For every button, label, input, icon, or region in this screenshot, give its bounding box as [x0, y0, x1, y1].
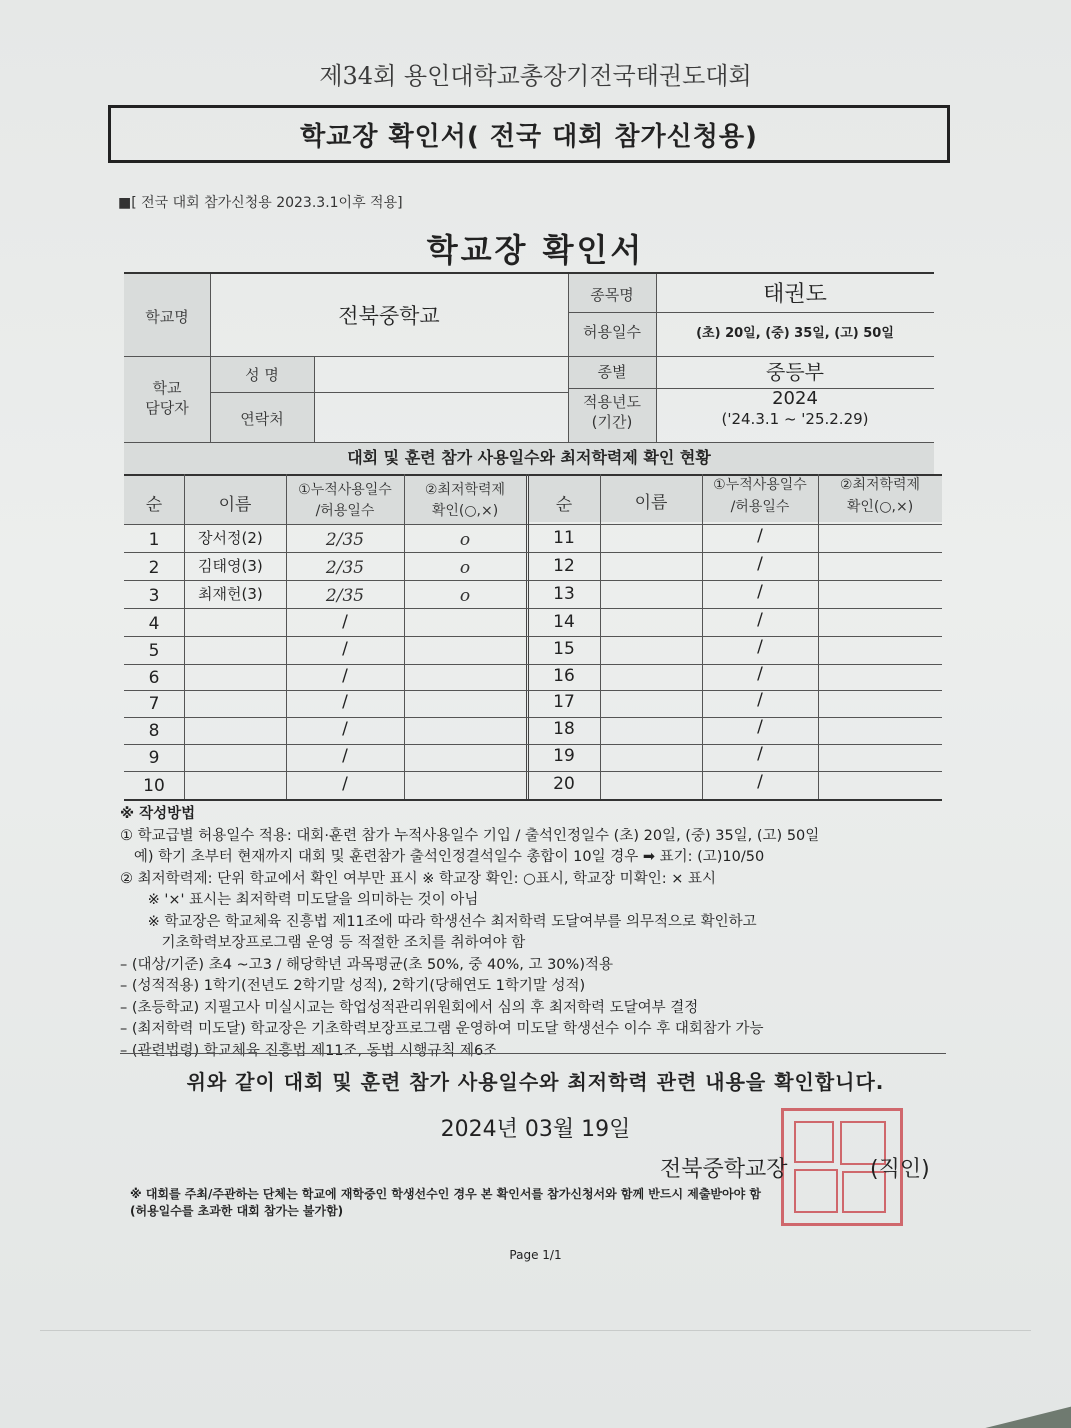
row-name: 최재헌(3)	[198, 585, 263, 603]
row-days: /	[757, 664, 763, 684]
issue-date: 2024년 03월 19일	[440, 1117, 631, 1142]
col-check-header-right: ②최저학력제 확인(○,×)	[839, 477, 921, 515]
status-title: 대회 및 훈련 참가 사용일수와 최저학력제 확인 현황	[347, 448, 711, 467]
row-no: 13	[553, 584, 575, 604]
row-no: 18	[553, 719, 575, 739]
category-label: 종별	[597, 363, 627, 381]
school-value: 전북중학교	[338, 304, 440, 328]
row-days: /	[342, 774, 348, 794]
row-no: 16	[553, 666, 575, 686]
name-label: 성 명	[245, 366, 279, 384]
allowed-days-value: (초) 20일, (중) 35일, (고) 50일	[696, 326, 894, 341]
row-days: /	[757, 610, 763, 630]
row-no: 6	[148, 668, 160, 688]
year-value: 2024	[772, 388, 818, 409]
row-no: 19	[553, 746, 575, 766]
row-days: /	[757, 554, 763, 574]
col-days-header-right: ①누적사용일수 /허용일수	[713, 477, 807, 515]
row-no: 10	[143, 776, 165, 796]
title-box	[108, 105, 950, 163]
col-days-header: ①누적사용일수 /허용일수	[298, 482, 392, 519]
writing-notes	[120, 804, 940, 1062]
row-days: /	[757, 582, 763, 602]
row-no: 7	[148, 694, 160, 714]
contact-label: 연락처	[240, 410, 284, 428]
row-days: /	[342, 666, 348, 686]
note-line: – (관련법령) 학교체육 진흥법 제11조, 동법 시행규칙 제6조	[120, 1042, 498, 1059]
row-days: /	[342, 692, 348, 712]
row-no: 5	[148, 641, 160, 661]
row-no: 2	[148, 558, 160, 578]
year-label: 적용년도 (기간)	[583, 393, 641, 431]
row-days: /	[757, 526, 763, 546]
row-days: /	[757, 690, 763, 710]
col-check-header: ②최저학력제 확인(○,×)	[424, 482, 506, 519]
row-days: /	[757, 744, 763, 764]
allowed-days-label: 허용일수	[583, 323, 641, 341]
row-check: o	[459, 530, 471, 550]
row-no: 17	[553, 692, 575, 712]
row-no: 14	[553, 612, 575, 632]
event-title: 제34회 용인대학교총장기전국태권도대회	[319, 62, 752, 90]
footnote	[130, 1186, 761, 1220]
note-line: – (대상/기준) 초4 ~고3 / 해당학년 과목평균(초 50%, 중 40%, 고 30%)적용	[120, 956, 613, 973]
note-line: ※ 학교장은 학교체육 진흥법 제11조에 따라 학생선수 최저학력 도달여부를 의무적으로 확인하고	[120, 913, 757, 930]
sport-value: 태권도	[763, 282, 827, 307]
row-days: 2/35	[325, 530, 365, 550]
row-no: 11	[553, 528, 575, 548]
note-line: ※ '×' 표시는 최저학력 미도달을 의미하는 것이 아님	[120, 892, 479, 908]
note-line: – (성적적용) 1학기(전년도 2학기말 성적), 2학기(당해연도 1학기말 성적)	[120, 978, 586, 994]
sport-label: 종목명	[590, 286, 634, 304]
col-no-header: 순	[145, 495, 163, 515]
row-no: 20	[553, 774, 575, 794]
note-line: – (최저학력 미도달) 학교장은 기초학력보장프로그램 운영하여 미도달 학생선수 이수 후 대회참가 가능	[120, 1021, 764, 1037]
row-no: 1	[148, 530, 160, 550]
row-no: 12	[553, 556, 575, 576]
row-no: 15	[553, 639, 575, 659]
row-days: /	[342, 746, 348, 766]
row-check: o	[459, 558, 471, 578]
col-no-header-right: 순	[555, 495, 573, 515]
apply-note: ■[ 전국 대회 참가신청용 2023.3.1이후 적용]	[118, 195, 403, 211]
row-days: /	[757, 772, 763, 792]
row-days: /	[342, 639, 348, 659]
seal-label: (직인)	[870, 1157, 930, 1182]
note-line: ② 최저학력제: 단위 학교에서 확인 여부만 표시 ※ 학교장 확인: ○표시, 학교장 미확인: × 표시	[120, 870, 716, 887]
manager-label: 학교 담당자	[145, 379, 189, 417]
note-heading: ※ 작성방법	[120, 806, 196, 822]
row-name: 김태영(3)	[198, 557, 263, 575]
note-line: ① 학교급별 허용일수 적용: 대회·훈련 참가 누적사용일수 기입 / 출석인정일수 (초) 20일, (중) 35일, (고) 50일	[120, 827, 820, 844]
row-days: /	[757, 717, 763, 737]
principal-name: 전북중학교장	[660, 1157, 788, 1182]
col-name-header-right: 이름	[634, 493, 668, 513]
row-check: o	[459, 586, 471, 606]
row-no: 4	[148, 614, 160, 634]
doc-title: 학교장 확인서	[426, 231, 645, 269]
row-no: 8	[148, 721, 160, 741]
period-value: ('24.3.1 ~ '25.2.29)	[721, 410, 869, 428]
row-days: /	[342, 719, 348, 739]
category-value: 중등부	[766, 360, 824, 384]
confirm-statement: 위와 같이 대회 및 훈련 참가 사용일수와 최저학력 관련 내용을 확인합니다.	[186, 1070, 885, 1094]
row-no: 3	[148, 586, 160, 606]
note-line: 기초학력보장프로그램 운영 등 적절한 조치를 취하여야 함	[120, 935, 526, 951]
row-days: 2/35	[325, 586, 365, 606]
box-title: 학교장 확인서( 전국 대회 참가신청용)	[300, 121, 758, 152]
note-line: – (초등학교) 지필고사 미실시교는 학업성적관리위원회에서 심의 후 최저학력 도달여부 결정	[120, 999, 699, 1016]
row-name: 장서정(2)	[198, 529, 263, 547]
row-no: 9	[148, 748, 160, 768]
paper-fold-line	[40, 1330, 1031, 1331]
note-line: 예) 학기 초부터 현재까지 대회 및 훈련참가 출석인정결석일수 총합이 10일 경우 ➡ 표기: (고)10/50	[120, 849, 765, 865]
page-number: Page 1/1	[509, 1248, 562, 1262]
footnote-line: ※ 대회를 주최/주관하는 단체는 학교에 재학중인 학생선수인 경우 본 확인서를 참가신청서와 함께 반드시 제출받아야 함	[130, 1187, 761, 1201]
school-label: 학교명	[145, 308, 189, 326]
row-days: 2/35	[325, 558, 365, 578]
footnote-line: (허용일수를 초과한 대회 참가는 불가함)	[130, 1204, 344, 1218]
col-name-header: 이름	[218, 495, 252, 515]
row-days: /	[342, 612, 348, 632]
row-days: /	[757, 637, 763, 657]
